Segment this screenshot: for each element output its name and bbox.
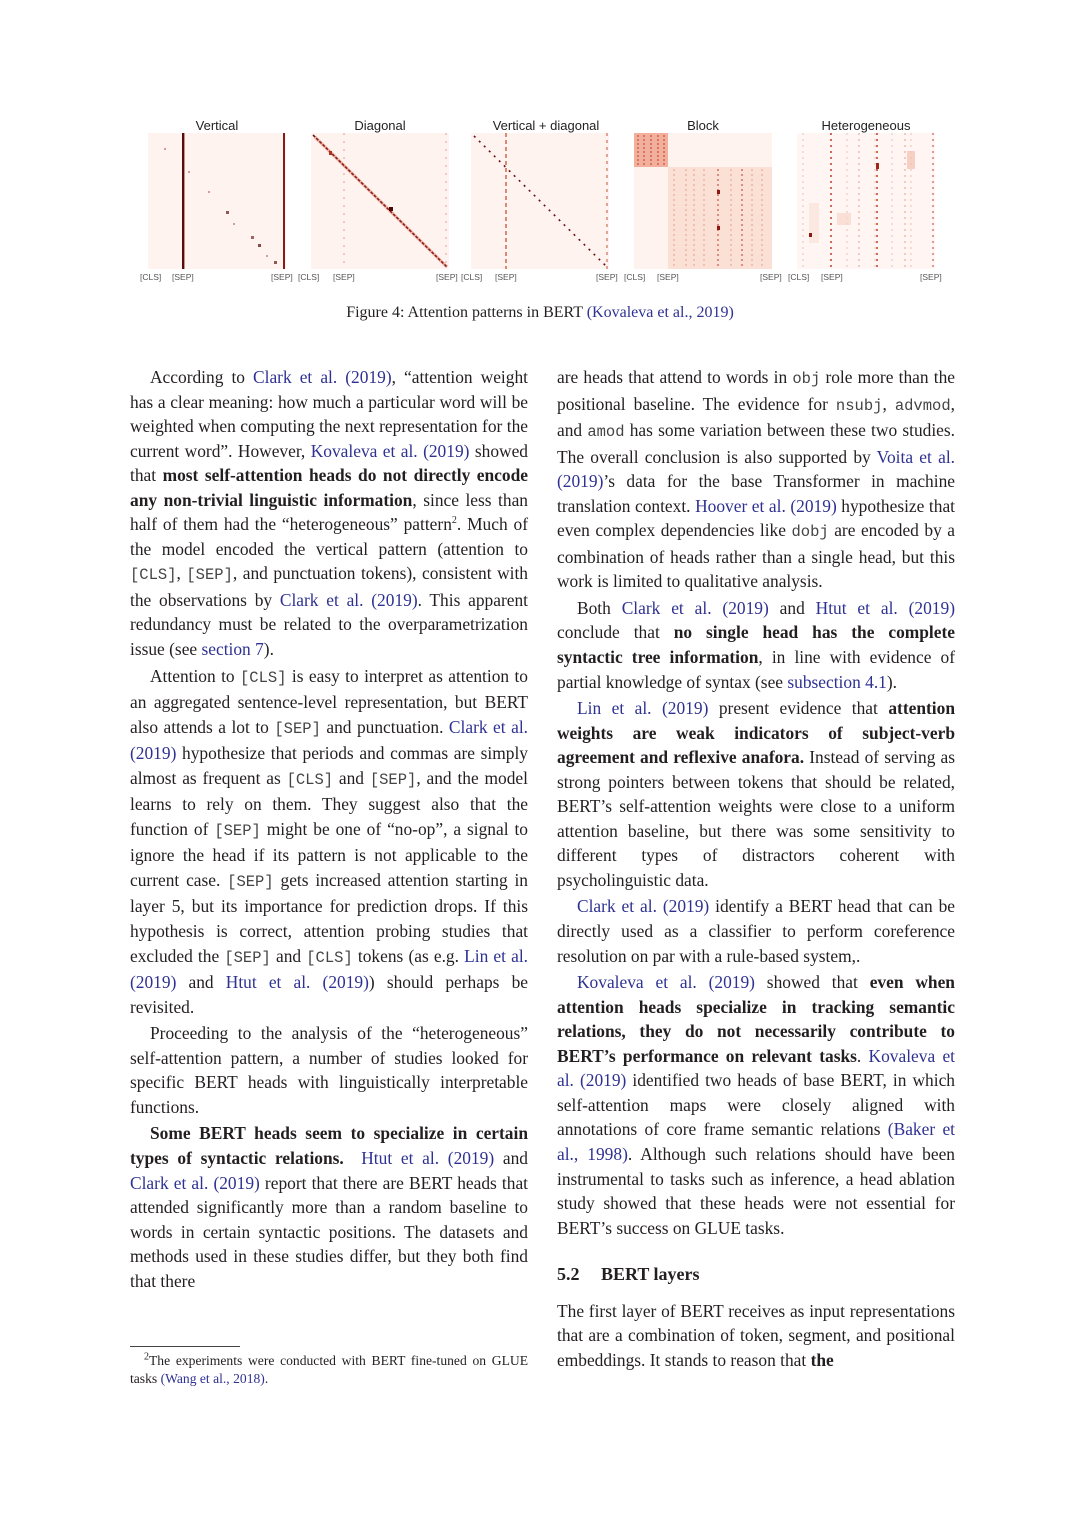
section-heading xyxy=(557,1262,955,1287)
tick-cls: [CLS] xyxy=(461,272,483,282)
text: ) should perhaps be revisited. xyxy=(130,972,528,1017)
text: are encoded by a combination of heads rather than a single head, but this work is limited to qualitative analysis. xyxy=(557,520,955,592)
tick-cls: [CLS] xyxy=(298,272,320,282)
text: identified two heads of base BERT, in which self-attention maps were closely aligned with annotations of core frame semantic relations xyxy=(557,1070,955,1140)
heatmap-heterogeneous xyxy=(797,133,935,269)
panel-block xyxy=(626,118,786,288)
citation-link[interactable]: Clark et al. (2019) xyxy=(130,716,528,764)
bold-claim: Some BERT heads seem to specialize in certain types of syntactic relations. xyxy=(130,1123,528,1168)
panel-title: Diagonal xyxy=(354,118,406,133)
section-number: 5.2 xyxy=(557,1264,580,1285)
text: , xyxy=(176,563,187,584)
citation-link[interactable]: (Kovaleva et al., 2019) xyxy=(586,304,734,321)
citation-link[interactable]: Clark et al. (2019) xyxy=(279,589,418,610)
code-token: [SEP] xyxy=(369,770,417,789)
paragraph xyxy=(557,696,955,892)
heatmap-block xyxy=(634,133,772,269)
text: showed that xyxy=(130,440,528,486)
footnote-mark[interactable]: 2 xyxy=(451,515,457,527)
text: conclude that xyxy=(557,622,674,643)
text: tokens (as e.g. xyxy=(352,945,465,966)
code-token: [SEP] xyxy=(214,821,261,840)
panel-title: Heterogeneous xyxy=(821,118,911,133)
panel-vertical-diagonal xyxy=(463,118,623,288)
paragraph xyxy=(557,596,955,694)
code-token: [CLS] xyxy=(130,566,177,585)
code-token: [SEP] xyxy=(274,719,321,738)
code-token: dobj xyxy=(791,523,829,542)
paragraph: Proceeding to the analysis of the “heterogeneous” self-attention pattern, a number of studies looked for specific BERT heads with linguistically interpretable functions. xyxy=(130,1023,528,1117)
text: . Much of the model encoded the vertical pattern (attention to xyxy=(130,514,528,559)
figure-number: Figure 4: xyxy=(346,304,405,321)
tick-sep: [SEP] xyxy=(333,272,355,282)
text: and xyxy=(333,767,370,788)
text: Attention to xyxy=(150,665,240,686)
text: and punctuation. xyxy=(320,716,449,737)
citation-link[interactable]: Lin et al. (2019) xyxy=(577,698,709,719)
tick-sep-end: [SEP] xyxy=(920,272,942,282)
tick-sep-end: [SEP] xyxy=(596,272,618,282)
bold-claim: attention weights are weak indicators of subject-verb agreement and reflexive anafora. xyxy=(557,698,955,768)
bold-claim: most self-attention heads do not directly encode any non-trivial linguistic information xyxy=(130,465,528,510)
paragraph xyxy=(130,365,528,662)
text: and xyxy=(494,1147,528,1168)
citation-link[interactable]: Lin et al. (2019) xyxy=(130,945,529,993)
paragraph xyxy=(557,1299,955,1373)
tick-sep-end: [SEP] xyxy=(436,272,458,282)
citation-link[interactable]: Clark et al. (2019) xyxy=(130,1172,260,1193)
text: , since less than half of them had the “heterogeneous” pattern xyxy=(130,489,529,535)
panel-title: Vertical + diagonal xyxy=(492,118,600,133)
section-link[interactable]: subsection 4.1 xyxy=(787,671,887,692)
text: gets increased attention starting in layer 5, but its importance for prediction drops. If this hypothesis is correct, attention probing studies that excluded the xyxy=(130,869,528,966)
heatmap-vertical xyxy=(148,133,286,269)
text: is easy to interpret as attention to an aggregated sentence-level representation, but BERT also attends a lot to xyxy=(130,665,529,737)
figure-4 xyxy=(0,0,1080,300)
citation-link[interactable]: Clark et al. (2019) xyxy=(577,896,710,917)
text: , and punctuation tokens), consistent with the observations by xyxy=(130,563,528,610)
text: are heads that attend to words in xyxy=(557,367,793,387)
panel-heterogeneous xyxy=(789,118,949,288)
footnote-divider xyxy=(130,1346,240,1347)
footnote-number: 2 xyxy=(144,1351,149,1363)
tick-sep: [SEP] xyxy=(172,272,194,282)
text: has some variation between these two studies. The overall conclusion is also supported by xyxy=(557,420,955,467)
tick-sep-end: [SEP] xyxy=(271,272,293,282)
text: , in line with evidence of partial knowledge of syntax (see xyxy=(557,647,955,692)
text: . xyxy=(264,1371,269,1386)
text: , “attention weight has a clear meaning: how much a particular word will be weighted when computing the next representation for the current word”. However, xyxy=(130,367,528,461)
text: identify a BERT head that can be directly used as a classifier to perform coreference resolution on par with a rule-based system,. xyxy=(557,896,955,966)
paragraph xyxy=(557,894,955,968)
code-token: [SEP] xyxy=(227,872,274,891)
bold-claim: even when attention heads specialize in tracking semantic relations, they do not necessarily contribute to BERT’s performance on relevant tasks xyxy=(557,972,955,1066)
citation-link[interactable]: Htut et al. (2019) xyxy=(815,597,955,618)
text: and xyxy=(176,972,226,993)
tick-cls: [CLS] xyxy=(624,272,646,282)
citation-link[interactable]: Kovaleva et al. (2019) xyxy=(577,972,755,993)
section-title: BERT layers xyxy=(601,1264,700,1285)
citation-link[interactable]: (Wang et al., 2018) xyxy=(160,1371,265,1386)
text: . xyxy=(856,1045,869,1066)
panel-title: Vertical xyxy=(195,118,239,133)
text: ’s data for the base Transformer in machine translation context. xyxy=(557,471,955,516)
heatmap-vertical-diagonal xyxy=(471,133,609,269)
citation-link[interactable]: Kovaleva et al. (2019) xyxy=(310,440,470,461)
tick-sep: [SEP] xyxy=(821,272,843,282)
text: , and the model learns to rely on them. They suggest also that the function of xyxy=(130,767,528,839)
text: . Although such relations should have been instrumental to tasks such as inference, a head ablation study showed that these heads were not essential for BERT’s success on GLUE tasks. xyxy=(557,1143,955,1238)
code-token: [SEP] xyxy=(186,566,233,585)
code-token: [SEP] xyxy=(224,948,271,967)
citation-link[interactable]: Clark et al. (2019) xyxy=(253,367,392,387)
code-token: obj xyxy=(792,370,821,388)
text: hypothesize that even complex dependencies like xyxy=(557,495,955,541)
panel-diagonal xyxy=(298,118,463,288)
text: According to xyxy=(150,367,254,387)
heatmap-diagonal xyxy=(311,133,449,269)
text: and xyxy=(768,597,816,618)
tick-sep: [SEP] xyxy=(657,272,679,282)
bold-claim: no single head has the complete syntactic tree information xyxy=(557,622,955,668)
figure-caption xyxy=(0,304,1080,322)
code-token: [CLS] xyxy=(286,770,334,789)
section-link[interactable]: section 7 xyxy=(201,639,264,660)
paragraph xyxy=(130,1121,528,1293)
paragraph xyxy=(557,970,955,1240)
citation-link[interactable]: Htut et al. (2019) xyxy=(225,972,369,993)
text: role more than the positional baseline. The evidence for xyxy=(557,367,955,414)
caption-text: Attention patterns in BERT xyxy=(407,304,583,321)
text: , and xyxy=(557,393,955,441)
tick-cls: [CLS] xyxy=(140,272,162,282)
paragraph xyxy=(557,365,955,594)
footnote-text: The experiments were conducted with BERT fine-tuned on GLUE tasks xyxy=(130,1353,528,1386)
text: , xyxy=(882,393,895,414)
code-token: [CLS] xyxy=(240,668,287,687)
citation-link[interactable]: (Baker et al., 1998) xyxy=(557,1119,955,1164)
citation-link[interactable]: Htut et al. (2019) xyxy=(361,1147,495,1168)
tick-sep-end: [SEP] xyxy=(760,272,782,282)
text: . This apparent redundancy must be related to the overparametrization issue (see xyxy=(130,589,528,660)
left-column xyxy=(130,365,528,1293)
right-column xyxy=(557,365,955,1372)
paragraph xyxy=(130,664,528,1020)
code-token: advmod xyxy=(894,396,951,415)
code-token: [CLS] xyxy=(306,948,353,967)
bold-claim: the xyxy=(810,1349,834,1370)
tick-cls: [CLS] xyxy=(788,272,810,282)
code-token: nsubj xyxy=(835,396,883,415)
text: ). xyxy=(263,639,274,660)
citation-link[interactable]: Kovaleva et al. (2019) xyxy=(557,1045,955,1091)
text: report that there are BERT heads that attended significantly more than a random baseline to words in certain syntactic positions. The datasets and methods used in these studies differ, but they both find that there xyxy=(130,1172,528,1291)
text: ). xyxy=(886,671,898,692)
panel-vertical xyxy=(140,118,300,288)
text: hypothesize that periods and commas are simply almost as frequent as xyxy=(130,743,528,788)
footnote xyxy=(130,1352,528,1388)
text: The first layer of BERT receives as input representations that are a combination of token, segment, and positional embeddings. It stands to reason that xyxy=(557,1300,955,1370)
text: might be one of “no-op”, a signal to ignore the head if its pattern is not applicable to the current case. xyxy=(130,818,528,890)
tick-sep: [SEP] xyxy=(495,272,517,282)
panel-title: Block xyxy=(687,118,719,133)
text: and xyxy=(270,945,307,966)
citation-link[interactable]: Voita et al. (2019) xyxy=(557,446,956,492)
text: Both xyxy=(577,597,622,618)
citation-link[interactable]: Clark et al. (2019) xyxy=(621,597,769,618)
text: present evidence that xyxy=(708,698,889,719)
citation-link[interactable]: Hoover et al. (2019) xyxy=(695,495,837,516)
text: Instead of serving as strong pointers between tokens that should be related, BERT’s self-attention weights were close to a uniform attention baseline, but there was some sensitivity to different types of distractors coherent with psycholinguistic data. xyxy=(557,747,956,890)
code-token: amod xyxy=(587,423,625,442)
text: showed that xyxy=(754,972,870,993)
